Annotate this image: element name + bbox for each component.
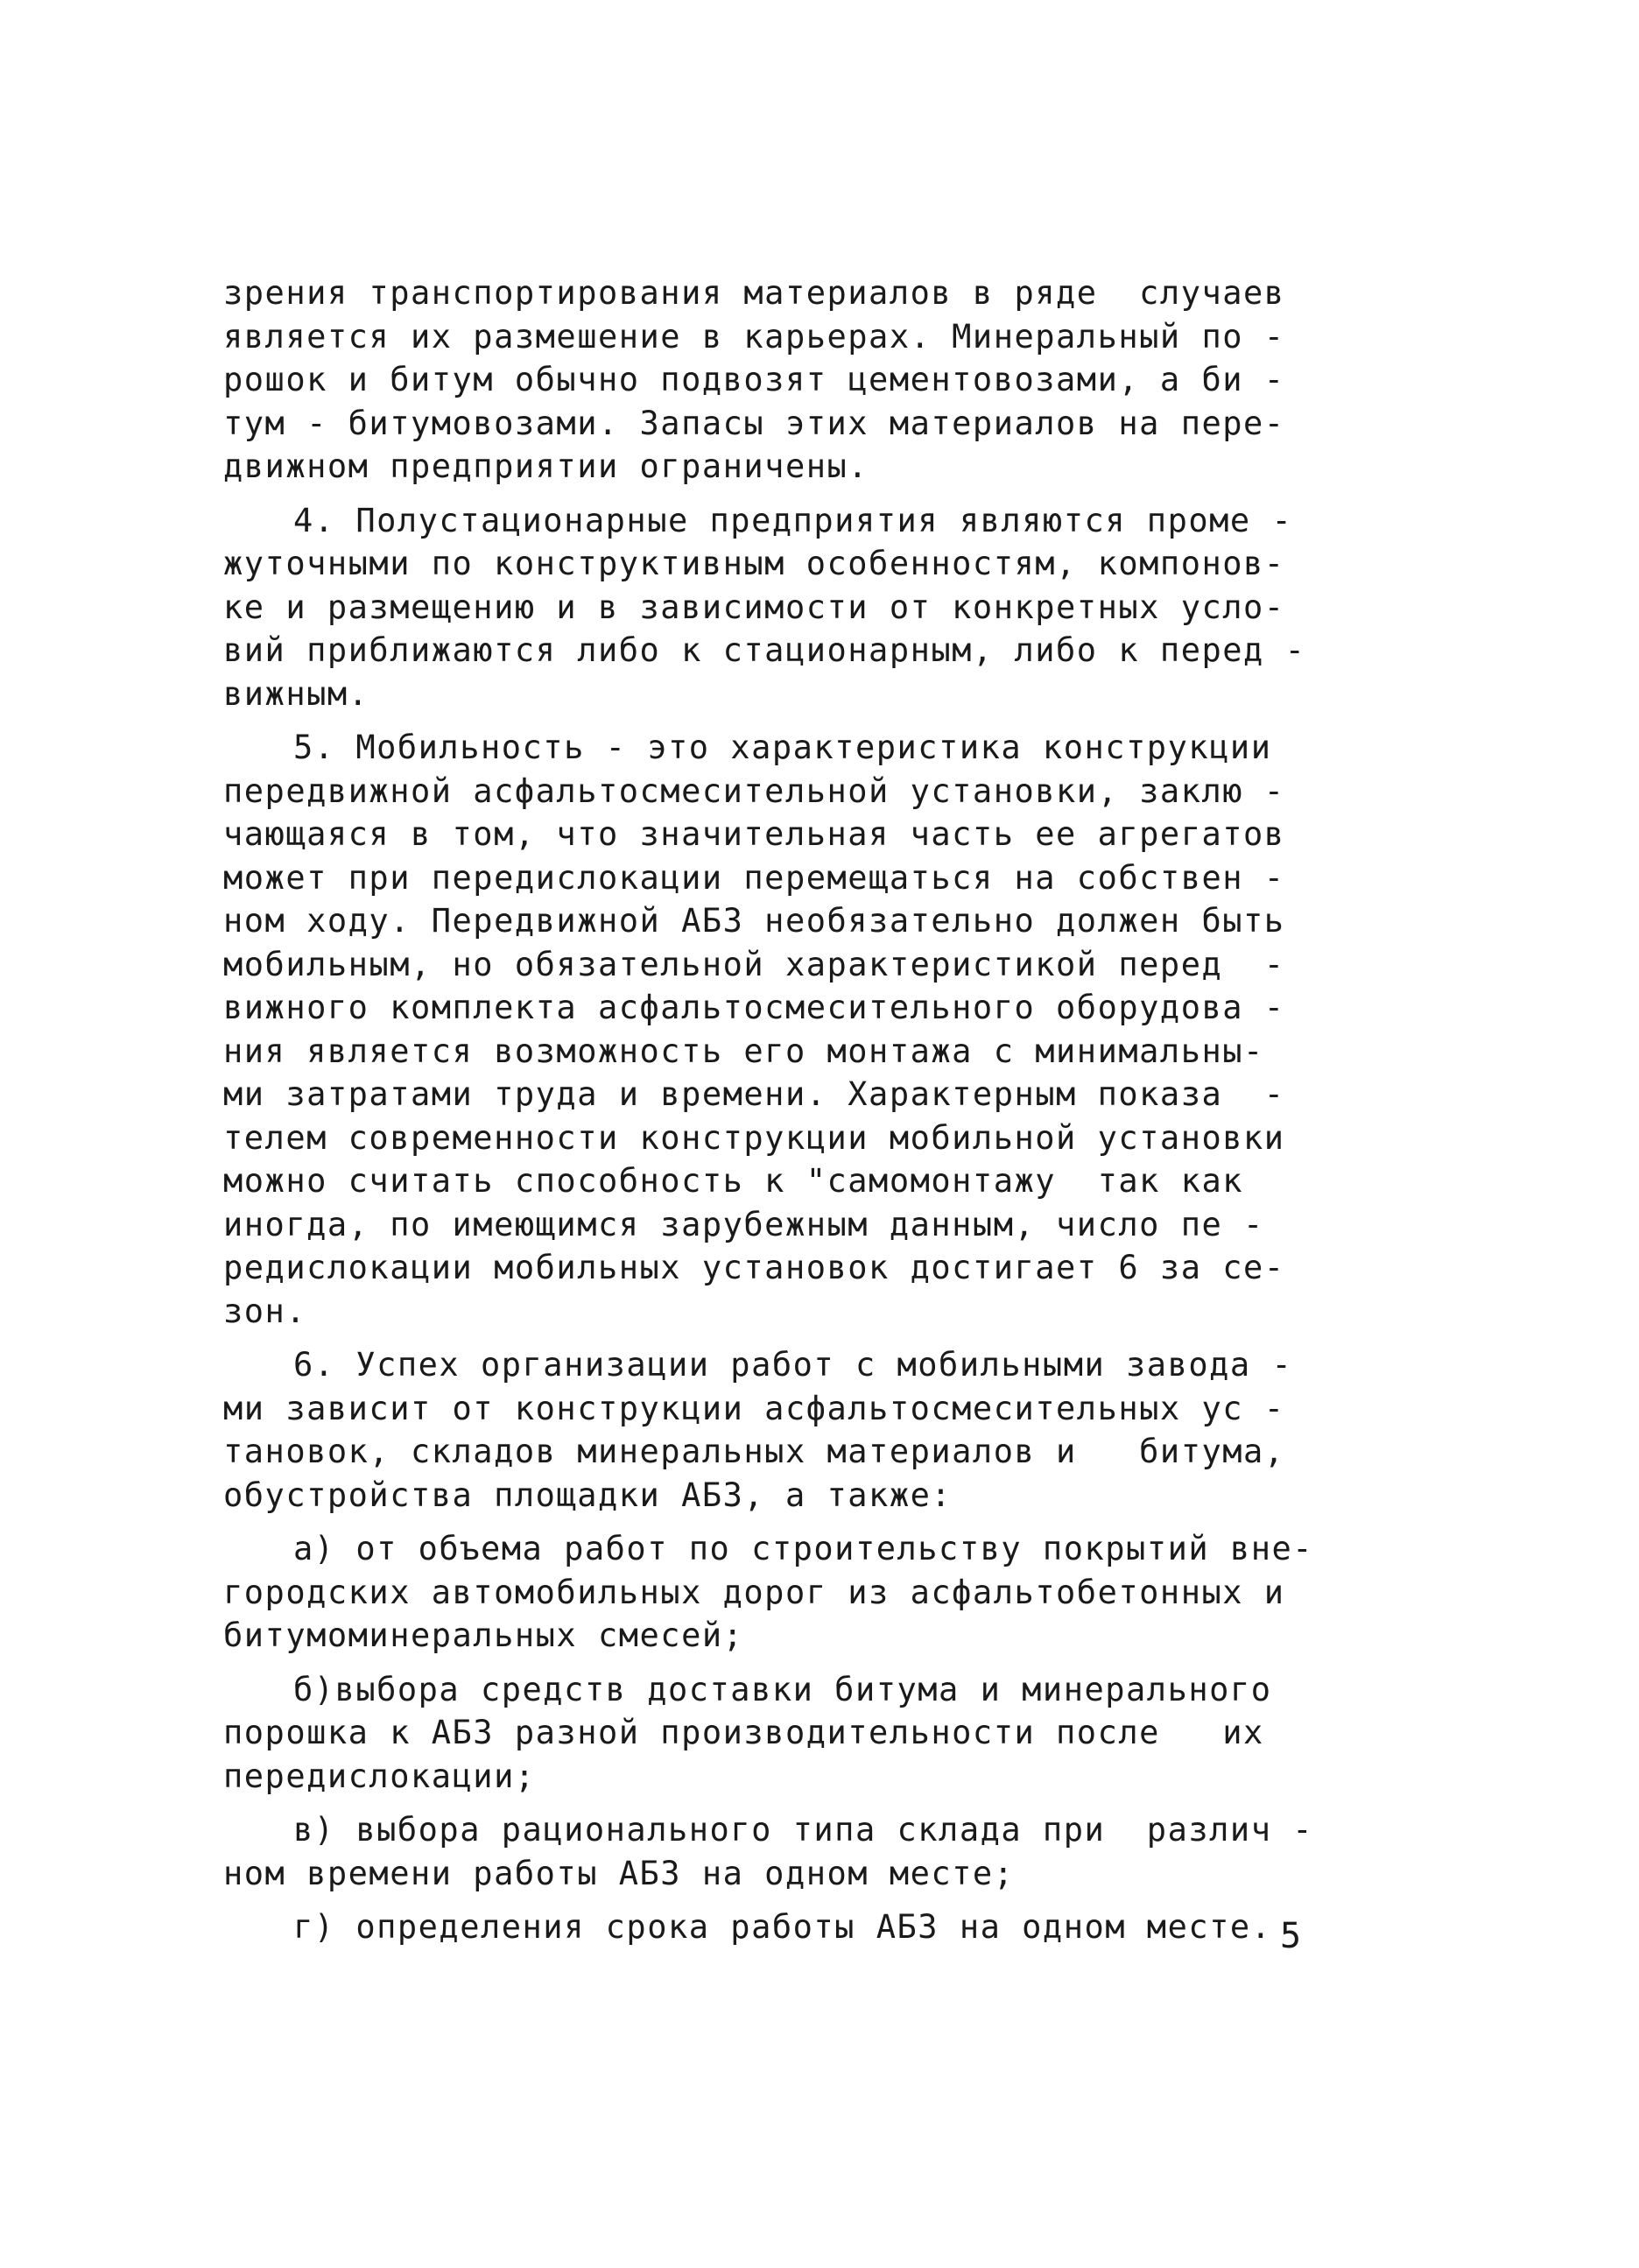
text-line: передислокации; [223, 1757, 536, 1795]
text-line: ном времени работы АБЗ на одном месте; [223, 1854, 1015, 1892]
body-text [223, 271, 1370, 1949]
text-line: ке и размещению и в зависимости от конкретных усло- [223, 588, 1285, 626]
text-line: ми зависит от конструкции асфальтосмесительных ус - [223, 1389, 1285, 1427]
text-line: иногда, по имеющимся зарубежным данным, число пе - [223, 1205, 1264, 1243]
text-line: можно считать способность к "самомонтажу так как [223, 1162, 1244, 1200]
list-item-v: в) выбора рационального типа склада при различ - [293, 1811, 1314, 1849]
text-line: может при передислокации перемещаться на собствен - [223, 858, 1285, 897]
list-item-a: а) от объема работ по строительству покрытий вне- [293, 1530, 1314, 1567]
text-line: зрения транспортирования материалов в ряде случаев [223, 274, 1285, 312]
text-line: ном ходу. Передвижной АБЗ необязательно должен быть [223, 902, 1285, 940]
text-line: является их размешение в карьерах. Минеральный по - [223, 317, 1285, 356]
text-line: движном предприятии ограничены. [223, 447, 869, 485]
text-line: жуточными по конструктивным особенностям, компонов- [223, 545, 1285, 582]
paragraph-4-start: 4. Полустационарные предприятия являются проме - [293, 501, 1293, 539]
paragraph-6-start: 6. Успех организации работ с мобильными завода - [293, 1346, 1293, 1384]
text-line: зон. [223, 1292, 307, 1330]
text-line: тум - битумовозами. Запасы этих материалов на пере- [223, 404, 1285, 442]
text-line: ми затратами труда и времени. Характерным показа - [223, 1075, 1285, 1113]
text-line: рошок и битум обычно подвозят цементовозами, а би - [223, 361, 1285, 398]
text-line: обустройства площадки АБЗ, а также: [223, 1476, 953, 1514]
text-line: городских автомобильных дорог из асфальтобетонных и [223, 1573, 1285, 1611]
text-line: ния является возможность его монтажа с минимальны- [223, 1032, 1264, 1070]
text-line: вижного комплекта асфальтосмесительного оборудова - [223, 989, 1285, 1026]
paragraph-5-start: 5. Мобильность - это характеристика конструкции [293, 729, 1272, 766]
text-line: тановок, складов минеральных материалов и битума, [223, 1433, 1285, 1470]
text-line: редислокации мобильных установок достигает 6 за се- [223, 1249, 1285, 1286]
text-line: порошка к АБЗ разной производительности после их [223, 1714, 1264, 1751]
text-line: вижным. [223, 674, 369, 713]
text-line: передвижной асфальтосмесительной установки, заклю - [223, 771, 1285, 810]
text-line: мобильным, но обязательной характеристикой перед - [223, 945, 1285, 983]
text-line: вий приближаются либо к стационарным, либо к перед - [223, 631, 1306, 669]
page-number: 5 [1280, 1916, 1302, 1956]
list-item-g: г) определения срока работы АБЗ на одном месте. [293, 1908, 1272, 1946]
text-line: битумоминеральных смесей; [223, 1616, 744, 1654]
text-line: телем современности конструкции мобильной установки [223, 1118, 1285, 1157]
text-line: чающаяся в том, что значительная часть ее агрегатов [223, 815, 1285, 853]
list-item-b: б)выбора средств доставки битума и минерального [293, 1670, 1272, 1708]
